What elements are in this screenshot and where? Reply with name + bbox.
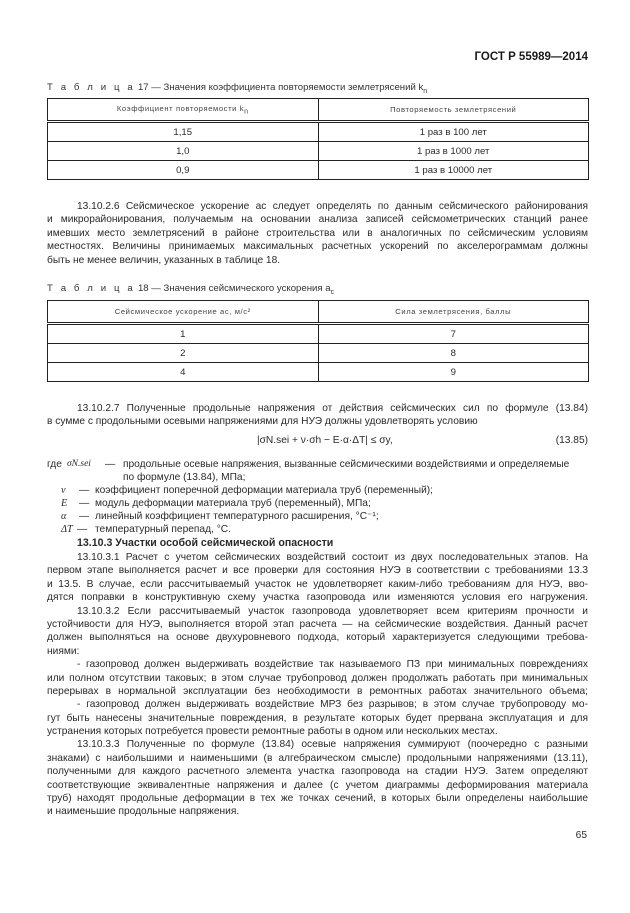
text-line: устойчивости для НУЭ, выполняется второй этап расчета — на сейсмические воздействия. Данный расчет	[47, 618, 588, 630]
formula-13-85	[47, 434, 588, 448]
text-line: имевших место землетрясений в районе строительства или в аналогичных по сейсмическим условиям	[47, 227, 588, 239]
caption-sub: c	[330, 288, 335, 296]
header-cell	[48, 99, 319, 122]
definition-item	[47, 523, 588, 536]
header-text: Коэффициент повторяемости k	[116, 103, 245, 113]
cell: 7	[318, 324, 589, 344]
cell: 8	[318, 344, 589, 363]
text-line: полученными для каждого расчетного элемента участка газопровода на стадии НУЭ. Затем определяют	[47, 766, 588, 778]
definition-item	[47, 497, 588, 510]
definition-text: линейный коэффициент температурного расширения, °С⁻¹;	[95, 511, 379, 522]
text-line: 13.10.2.6 Сейсмическое ускорение aс следует определять по данным сейсмического районирования	[77, 201, 588, 212]
cell: 9	[318, 363, 589, 382]
cell: 1,15	[48, 122, 319, 142]
definition-text: коэффициент поперечной деформации материала труб (переменный);	[95, 485, 434, 496]
dash: —	[79, 485, 90, 496]
table-row	[48, 142, 589, 161]
text-line: перерывах в нормальной эксплуатации без необходимости в ремонтных работах значительного объема;	[47, 685, 588, 697]
definition-item	[47, 484, 588, 497]
text-line: гут быть нанесены значительные повреждения, в результате которых будет прервана эксплуатация и для	[47, 712, 588, 724]
definition-text: продольные осевые напряжения, вызванные сейсмическими воздействиями и определяемые	[123, 459, 570, 470]
text-line: 13.10.3.2 Если рассчитываемый участок газопровода удовлетворяет всем критериям прочности и	[77, 605, 588, 617]
caption-sub: n	[423, 87, 428, 95]
definition-symbol: α	[61, 511, 67, 522]
definition-symbol: E	[61, 498, 68, 509]
table-row	[48, 344, 589, 363]
text-line: труб) находят продольные деформации в тех же точках сечений, в которых были определены наибольшие	[47, 793, 588, 805]
definition-text: модуль деформации материала труб (переменный), МПа;	[95, 498, 371, 509]
definition-continuation	[47, 471, 588, 484]
page-number: 65	[575, 830, 587, 841]
paragraph-13-10-2-7	[47, 402, 588, 429]
text-line: должен выполняться на основе двухуровневого подхода, который характеризуется следующими требова-	[47, 632, 588, 644]
header-cell: Сейсмическое ускорение aс, м/с²	[48, 301, 319, 324]
text-line: и наименьшие продольные напряжения.	[47, 806, 240, 818]
table-row	[48, 122, 589, 142]
cell: 1	[48, 324, 319, 344]
dash: —	[79, 498, 90, 509]
cell: 2	[48, 344, 319, 363]
table18-caption	[47, 283, 334, 296]
cell: 1 раз в 10000 лет	[318, 161, 589, 180]
text-line: соответствующие эквивалентные напряжения и далее (с учетом диаграммы деформирования материала	[47, 779, 588, 791]
text-line: 13.10.3.1 Расчет с учетом сейсмических воздействий состоит из двух последовательных этапов. На	[77, 552, 588, 563]
text-line: первом этапе выполняется расчет и все проверки для состояния НУЭ в соответствии с требованиями 13.3	[47, 565, 588, 577]
cell: 1,0	[48, 142, 319, 161]
dash: —	[79, 511, 90, 522]
caption-text: 18 — Значения сейсмического ускорения a	[137, 283, 331, 294]
caption-prefix: Т а б л и ц а	[47, 82, 136, 93]
text-line: или полном отсутствии таковых; в этом случае трубопровод должен продолжать работать при минимальных	[47, 672, 588, 684]
cell: 0,9	[48, 161, 319, 180]
text-line: 13.10.2.7 Полученные продольные напряжения от действия сейсмических сил по формуле (13.84)	[77, 403, 588, 414]
definition-text: температурный перепад, °С.	[95, 524, 231, 535]
section-heading: 13.10.3 Участки особой сейсмической опасности	[77, 537, 334, 549]
text-line: устранения которых потребуется провести ремонтные работы в одном или нескольких местах.	[47, 726, 498, 738]
text-line: дятся поправки в конструктивную схему участка газопровода или изменяются условия его нагружения.	[47, 592, 588, 604]
text-line: и 13.5. В случае, если рассчитываемый участок не удовлетворяет каким-либо требованиям для НУЭ, вво-	[47, 578, 588, 590]
paragraph-13-10-2-6	[47, 200, 588, 267]
definitions-list	[47, 458, 588, 536]
table-row	[48, 161, 589, 180]
definition-item	[47, 458, 588, 471]
table-row	[48, 324, 589, 344]
table-row	[48, 363, 589, 382]
definition-item	[47, 510, 588, 523]
text-line: 13.10.3.3 Полученные по формуле (13.84) осевые напряжения суммируют (поочередно с разными	[77, 739, 588, 751]
document-header: ГОСТ Р 55989—2014	[474, 51, 588, 63]
text-line: и микрорайонирования, получаемым на основании анализа записей сейсмометрических станций ранее	[47, 214, 588, 226]
table17-caption	[47, 82, 427, 95]
text-line: - газопровод должен выдерживать воздействие так называемого ПЗ при минимальных повреждениях	[77, 659, 588, 671]
header-cell: Повторяемость землетрясений	[318, 99, 589, 122]
cell: 1 раз в 100 лет	[318, 122, 589, 142]
definition-symbol: σN.sei	[67, 459, 91, 469]
where-label: где	[47, 459, 62, 470]
section-body	[47, 551, 588, 819]
definition-symbol: ΔT	[61, 524, 73, 535]
header-cell: Сила землетрясения, баллы	[318, 301, 589, 324]
definition-text: по формуле (13.84), МПа;	[123, 472, 246, 483]
text-line: ниями:	[47, 645, 80, 657]
text-line: - газопровод должен выдерживать воздействие МРЗ без разрывов; в этом случае трубопроводу мо-	[77, 699, 588, 711]
caption-prefix: Т а б л и ц а	[47, 283, 136, 294]
cell: 4	[48, 363, 319, 382]
dash: —	[77, 524, 88, 535]
definition-symbol: ν	[61, 485, 66, 496]
header-sub: n	[244, 108, 249, 116]
text-line: знаками) с наибольшими и наименьшими (в алгебраическом смысле) продольными напряжениями (13.11),	[47, 752, 588, 764]
caption-text: 17 — Значения коэффициента повторяемости землетрясений k	[137, 82, 424, 93]
cell: 1 раз в 1000 лет	[318, 142, 589, 161]
text-line: местностях. Величины принимаемых максимальных расчетных ускорений по акселерограммам должны	[47, 241, 588, 253]
table18	[47, 300, 589, 382]
dash: —	[105, 459, 116, 470]
table17	[47, 98, 589, 180]
text-line: в сумме с продольными осевыми напряжениями для НУЭ должны удовлетворять условию	[47, 416, 478, 428]
formula-number: (13.85)	[555, 435, 588, 446]
formula-expression: |σN.sei + ν·σh − E·α·ΔT| ≤ σy,	[257, 435, 393, 446]
text-line: быть не менее величин, указанных в таблице 18.	[47, 254, 281, 266]
